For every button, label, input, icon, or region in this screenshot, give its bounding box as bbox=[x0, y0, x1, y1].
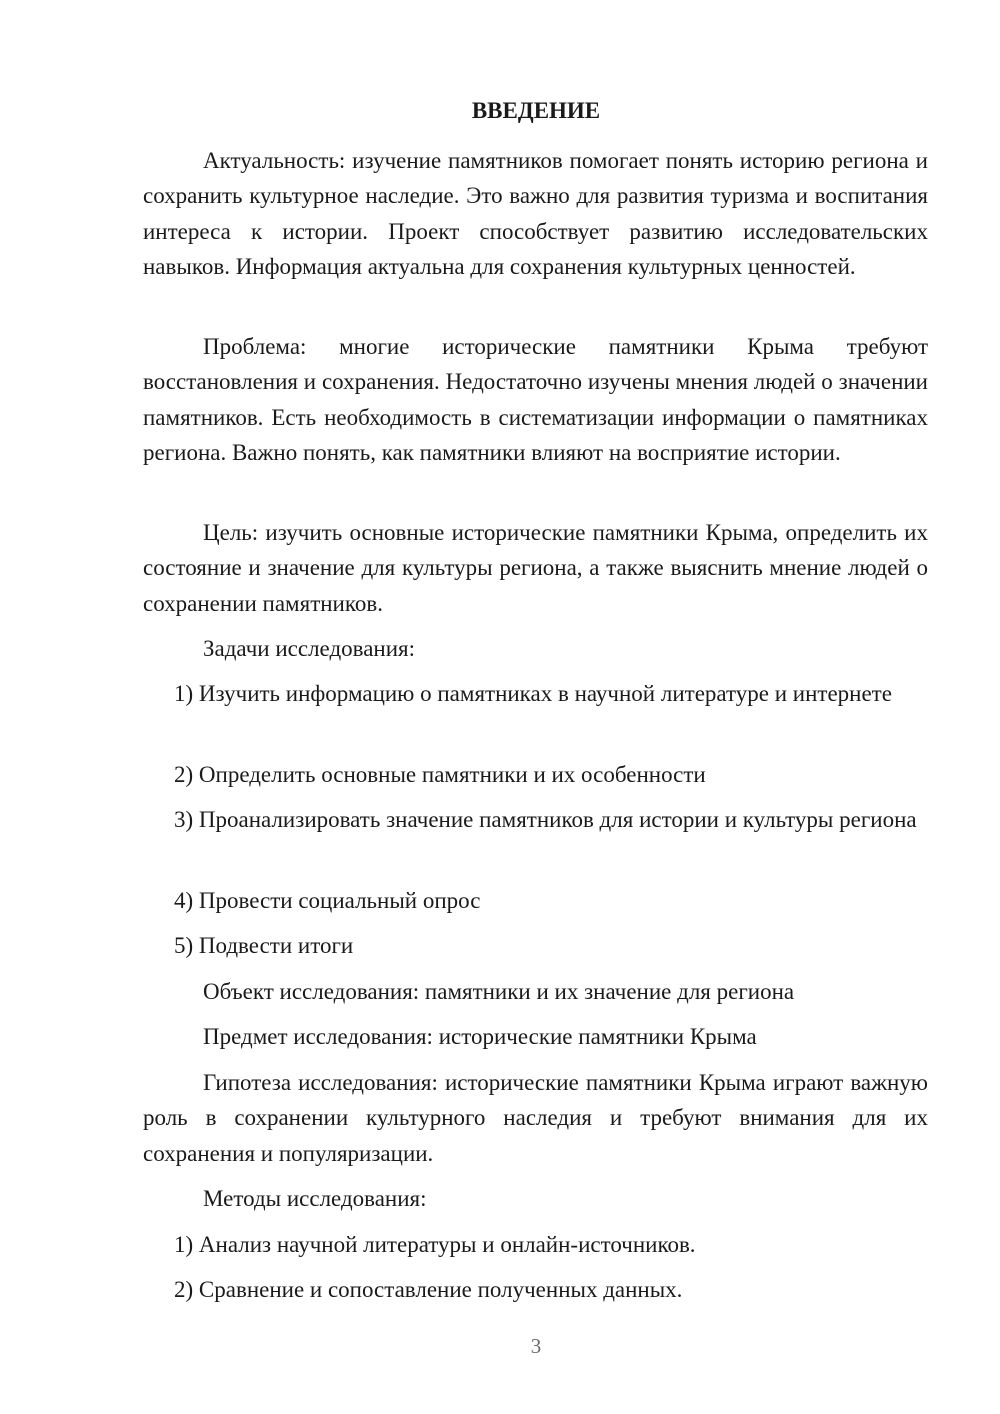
hypothesis-paragraph: Гипотеза исследования: исторические памятники Крыма играют важную роль в сохранении культурного наследия и требуют внимания для их сохранения и популяризации. bbox=[143, 1070, 928, 1166]
methods-heading: Методы исследования: bbox=[203, 1186, 427, 1211]
relevance-paragraph: Актуальность: изучение памятников помогает понять историю региона и сохранить культурное наследие. Это важно для развития туризма и воспитания интереса к истории. Проект способствует развитию исследовательских навыков. Информация актуальна для сохранения культурных ценностей. bbox=[143, 148, 928, 279]
task-item-2: 2) Определить основные памятники и их особенности bbox=[174, 762, 706, 787]
research-subject: Предмет исследования: исторические памятники Крыма bbox=[203, 1024, 757, 1049]
page-number: 3 bbox=[530, 1334, 542, 1358]
task-item-1: 1) Изучить информацию о памятниках в научной литературе и интернете bbox=[174, 681, 892, 706]
task-item-3: 3) Проанализировать значение памятников для истории и культуры региона bbox=[174, 807, 917, 832]
method-item-1: 1) Анализ научной литературы и онлайн-источников. bbox=[174, 1232, 696, 1257]
problem-paragraph: Проблема: многие исторические памятники Крыма требуют восстановления и сохранения. Недостаточно изучены мнения людей о значении памятников. Есть необходимость в систематизации информации о памятниках региона. Важно понять, как памятники влияют на восприятие истории. bbox=[143, 334, 928, 465]
task-item-4: 4) Провести социальный опрос bbox=[174, 888, 481, 913]
research-object: Объект исследования: памятники и их значение для региона bbox=[203, 979, 795, 1004]
task-item-5: 5) Подвести итоги bbox=[174, 933, 354, 958]
goal-paragraph: Цель: изучить основные исторические памятники Крыма, определить их состояние и значение для культуры региона, а также выяснить мнение людей о сохранении памятников. bbox=[143, 520, 928, 616]
tasks-heading: Задачи исследования: bbox=[203, 636, 416, 661]
method-item-2: 2) Сравнение и сопоставление полученных данных. bbox=[174, 1277, 683, 1302]
page-title: ВВЕДЕНИЕ bbox=[471, 98, 601, 123]
